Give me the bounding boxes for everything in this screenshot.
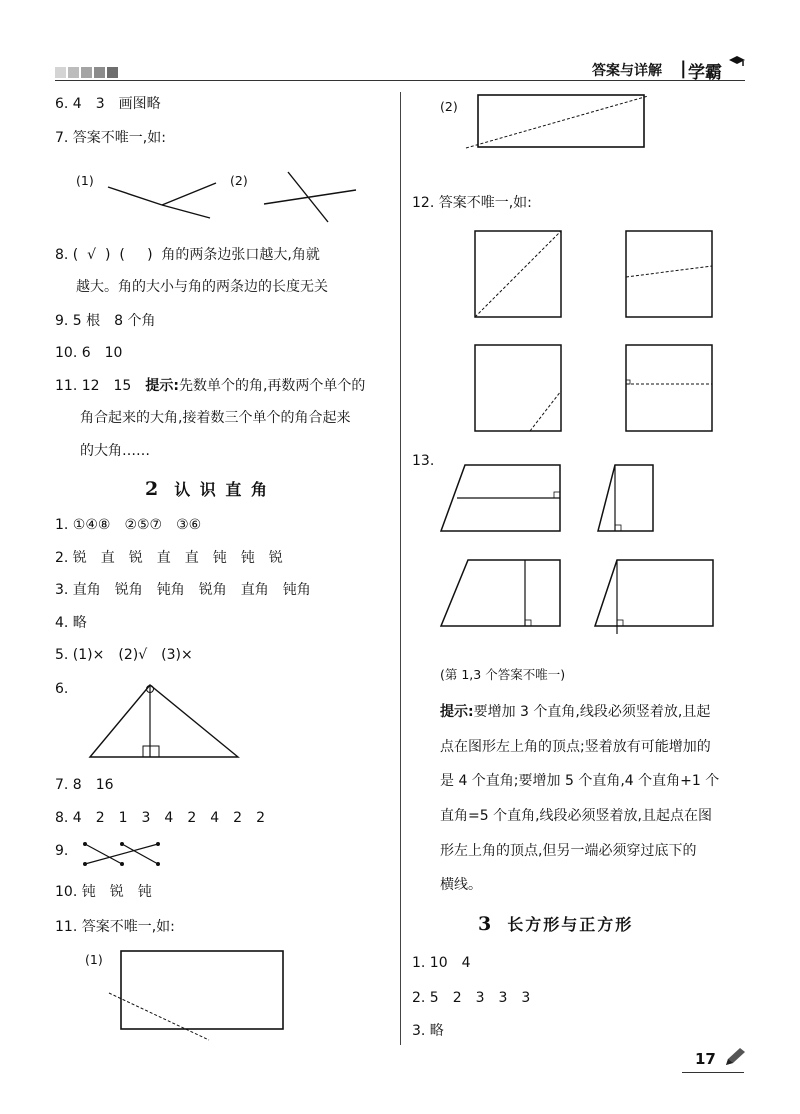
s2-answer-9: 9. [55,843,69,859]
section-2-heading [145,477,269,500]
page-number-rule [682,1072,744,1073]
s2-answer-5: 5. (1)× (2)√ (3)× [55,647,193,663]
figure-label: (2) [440,99,458,114]
hint-line1 [440,702,710,722]
graduation-cap-icon [728,54,746,70]
hint-line5: 形左上角的顶点,但另一端必须穿过底下的 [440,843,697,859]
hint-line2: 点在图形左上角的顶点;竖着放有可能增加的 [440,739,711,755]
header-title: 答案与详解 [592,63,662,79]
s3-answer-3: 3. 略 [412,1023,444,1039]
header-rule [55,80,745,81]
hint-label: 提示: [145,378,179,394]
answer-8-line1: 8. ( √ ) ( ) 角的两条边张口越大,角就 [55,247,320,263]
answer-11-line1 [55,376,365,396]
pencil-icon [723,1046,747,1068]
section-number: 3 [478,913,494,935]
section-number: 2 [145,478,161,500]
parallelogram-figures [438,460,738,640]
angle-figure-2 [260,170,360,225]
s2-answer-1: 1. ①④⑧ ②⑤⑦ ③⑥ [55,517,202,533]
header-logo: 学霸 [688,63,722,83]
s2-answer-3: 3. 直角 锐角 钝角 锐角 直角 钝角 [55,582,311,598]
triangle-height-figure [85,680,245,760]
answer-13: 13. [412,453,435,469]
s3-answer-1: 1. 10 4 [412,955,471,971]
header-block [55,67,66,78]
hint-text: 要增加 3 个直角,线段必须竖着放,且起 [473,704,711,720]
header-separator: | [680,58,687,79]
answer-12: 12. 答案不唯一,如: [412,195,532,211]
section-title: 长方形与正方形 [507,915,634,934]
s2-answer-11: 11. 答案不唯一,如: [55,919,175,935]
section-3-heading [478,912,633,935]
header-block [68,67,79,78]
section-title: 认 识 直 角 [174,480,269,499]
hint-line6: 横线。 [440,877,482,893]
s2-answer-8: 8. 4 2 1 3 4 2 4 2 2 [55,810,265,826]
answer-7: 7. 答案不唯一,如: [55,130,166,146]
s2-answer-2: 2. 锐 直 锐 直 直 钝 钝 锐 [55,550,283,566]
answer-11-hint: 先数单个的角,再数两个单个的 [178,378,366,394]
answer-11-values: 11. 12 15 [55,378,146,394]
page-number: 17 [695,1050,716,1068]
hint-line4: 直角=5 个直角,线段必须竖着放,且起点在图 [440,808,712,824]
header-block [81,67,92,78]
answer-10: 10. 6 10 [55,345,123,361]
s2-answer-6: 6. [55,681,69,697]
s2-answer-10: 10. 钝 锐 钝 [55,884,152,900]
answer-6: 6. 4 3 画图略 [55,96,161,112]
s3-answer-2: 2. 5 2 3 3 3 [412,990,531,1006]
angle-figure-1 [100,175,230,225]
hint-label: 提示: [440,704,474,720]
figure-label: (1) [85,952,103,967]
answer-11-line3: 的大角…… [80,443,150,459]
figure-label: (1) [76,173,94,188]
rectangle-cut-figure-2 [462,92,652,154]
column-divider [400,92,401,1045]
s2-answer-7: 7. 8 16 [55,777,114,793]
rectangle-cut-figure-1 [105,948,285,1043]
answer-11-line2: 角合起来的大角,接着数三个单个的角合起来 [80,410,351,426]
figure-label: (2) [230,173,248,188]
header-block [94,67,105,78]
hint-line3: 是 4 个直角;要增加 5 个直角,4 个直角+1 个 [440,773,720,789]
matching-lines-figure [80,838,165,870]
answer-9: 9. 5 根 8 个角 [55,313,156,329]
header-decoration [55,67,120,86]
note: (第 1,3 个答案不唯一) [440,667,566,682]
header-block [107,67,118,78]
answer-8-line2: 越大。角的大小与角的两条边的长度无关 [76,279,328,295]
s2-answer-4: 4. 略 [55,615,87,631]
square-cut-figures [472,228,722,433]
